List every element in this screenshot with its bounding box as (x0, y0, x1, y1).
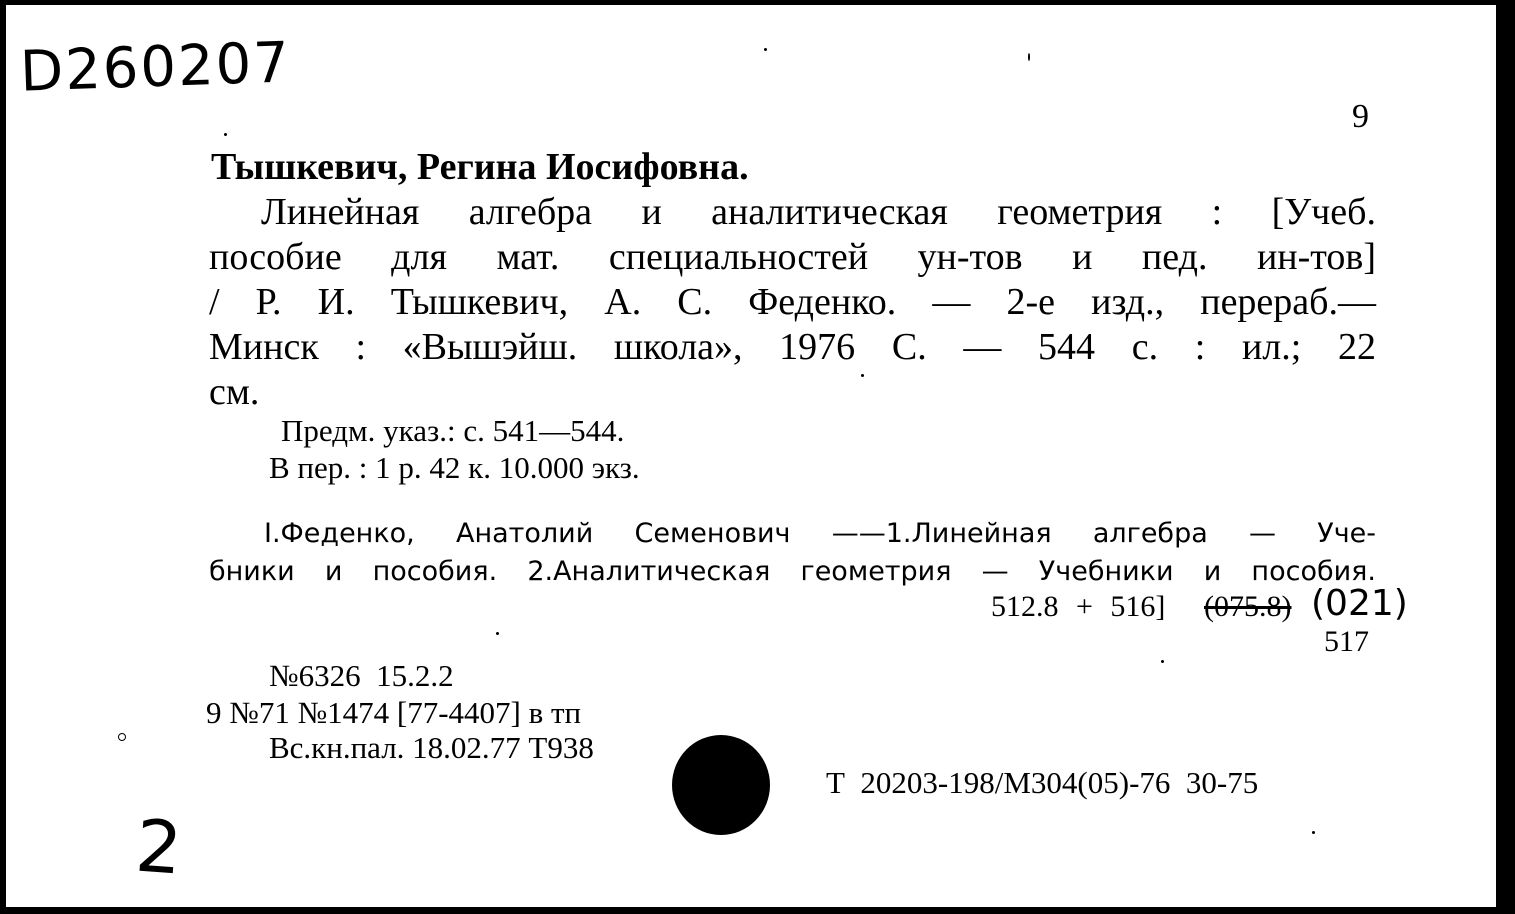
udc-second: 517 (1324, 625, 1369, 658)
handwritten-call-number: D260207 (18, 30, 292, 105)
handwritten-mark: 2 (133, 803, 185, 891)
order-code: Т 20203-198/М304(05)-76 30-75 (826, 765, 1259, 800)
card-number: 9 (1352, 98, 1369, 135)
tracings-line-1: I.Феденко, Анатолий Семенович ——1.Линейная алгебра — Уче- (264, 518, 1376, 549)
tracings-line-2: бники и пособия. 2.Аналитическая геометрия — Учебники и пособия. (209, 556, 1376, 587)
punch-hole (672, 735, 770, 835)
title-line-4: Минск : «Вышэйш. школа», 1976 С. — 544 с. : ил.; 22 (209, 326, 1376, 368)
speck (1312, 831, 1315, 834)
catalog-card (6, 5, 1496, 907)
title-line-1: Линейная алгебра и аналитическая геометрия : [Учеб. (261, 191, 1376, 233)
note-subject-index: Предм. указ.: с. 541—544. (281, 413, 625, 448)
stamp-line-2: 9 №71 №1474 [77-4407] в тп (206, 695, 582, 730)
note-price: В пер. : 1 р. 42 к. 10.000 экз. (269, 450, 640, 485)
speck (764, 48, 767, 51)
speck (861, 374, 864, 377)
title-line-3: / Р. И. Тышкевич, А. С. Феденко. — 2-е изд., перераб.— (209, 281, 1376, 323)
stamp-line-3: Вс.кн.пал. 18.02.77 Т938 (269, 730, 594, 765)
author-heading: Тышкевич, Регина Иосифовна. (211, 146, 749, 188)
speck (118, 733, 126, 741)
stamp-line-1: №6326 15.2.2 (269, 658, 454, 693)
speck (1028, 53, 1030, 61)
udc-struck-number: (075.8) (1204, 590, 1292, 623)
udc-classification: 512.8 + 516] (991, 590, 1166, 623)
speck (1161, 660, 1164, 663)
title-line-2: пособие для мат. специальностей ун-тов и пед. ин-тов] (209, 236, 1376, 278)
speck (496, 632, 499, 635)
handwritten-udc-addition: (021) (1311, 583, 1408, 624)
title-line-5: см. (209, 371, 260, 413)
speck (224, 133, 227, 136)
